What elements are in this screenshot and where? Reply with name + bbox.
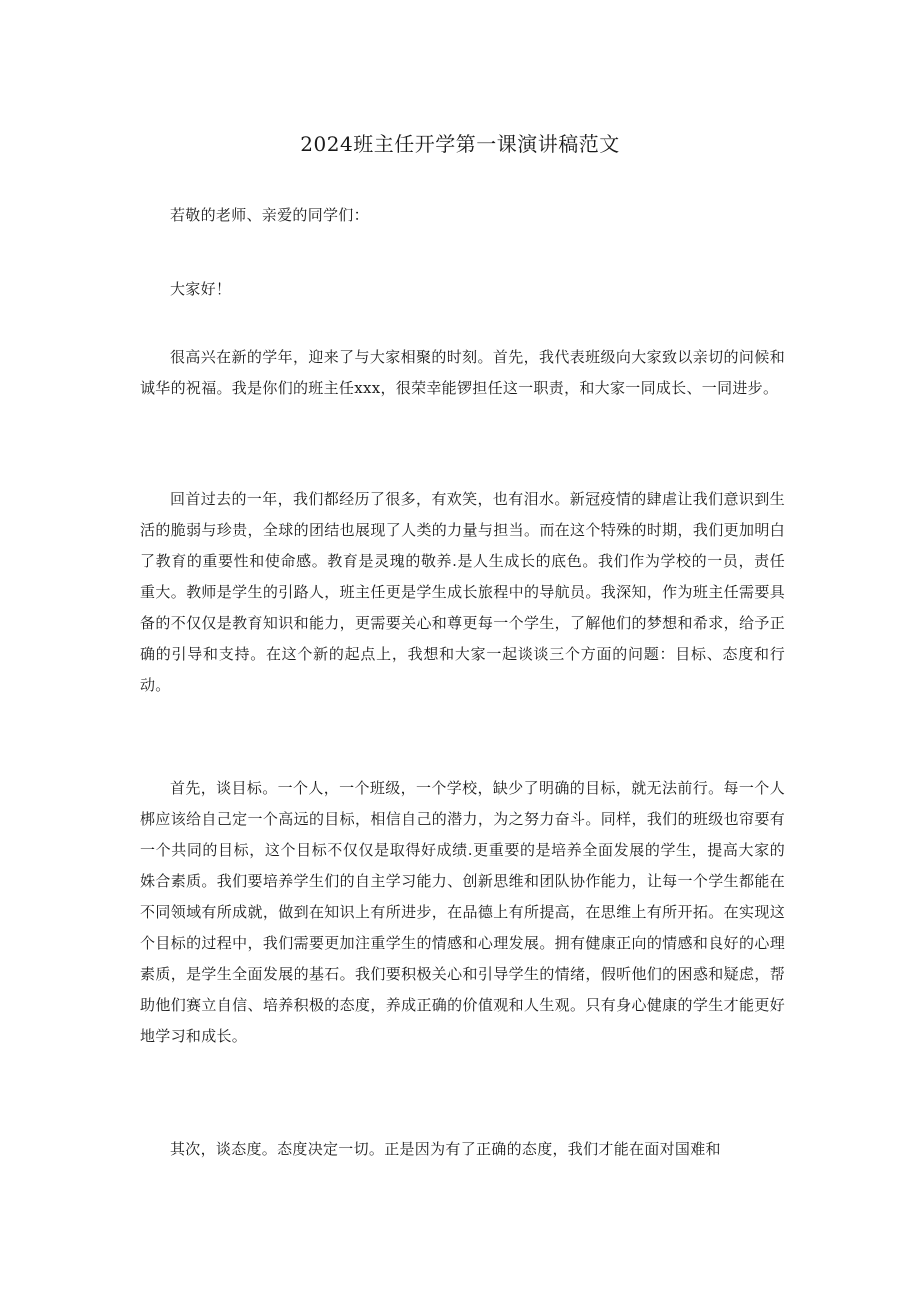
document-title: 2024班主任开学第一课演讲稿范文 <box>300 132 620 156</box>
paragraph-goal: 首先，谈目标。一个人，一个班级，一个学校，缺少了明确的目标，就无法前行。每一个人梆应该给自己定一个高远的目标，相信自己的潜力，为之努力奋斗。同样，我们的班级也帘要有一个共同的目标，这个目标不仅仅是取得好成绩.更重要的是培养全面发展的学生，提高大家的姝合素质。我们要培养学生们的自主学习能力、创新思维和团队协作能力，让每一个学生都能在不同领域有所成就，做到在知识上有所进步，在品德上有所提高，在思维上有所开拓。在实现这个目标的过程中，我们需要更加注重学生的情感和心理发展。拥有健康正向的情感和良好的心理素质，是学生全面发展的基石。我们要积极关心和引导学生的情绪，假听他们的困惑和疑虑，帮助他们赛立自信、培养积极的态度，养成正确的价值观和人生观。只有身心健康的学生才能更好地学习和成长。 <box>140 779 785 1045</box>
paragraph-salutation: 若敬的老师、亲爱的同学们： <box>170 206 369 224</box>
paragraph-greeting: 大家好！ <box>170 280 232 298</box>
paragraph-review: 回首过去的一年，我们都经历了很多，有欢笑，也有泪水。新冠疫情的肆虐让我们意识到生活的脆弱与珍贵，全球的团结也展现了人类的力量与担当。而在这个特殊的时期，我们更加明白了教育的重要性和使命感。教育是灵瑰的敬养.是人生成长的底色。我们作为学校的一员，责任重大。教师是学生的引路人，班主任更是学生成长旅程中的导航员。我深知，作为班主任需要具备的不仅仅是教育知识和能力，更需要关心和尊更每一个学生，了解他们的梦想和希求，给予正确的引导和支持。在这个新的起点上，我想和大家一起谈谈三个方面的问题：目标、态度和行动。 <box>140 490 785 694</box>
paragraph-intro: 很高兴在新的学年，迎来了与大家相聚的时刻。首先，我代表班级向大家致以亲切的问候和诚华的祝福。我是你们的班主任xxx，很荣幸能锣担任这一职责，和大家一同成长、一同进步。 <box>140 348 785 397</box>
paragraph-attitude: 其次，谈态度。态度决定一切。正是因为有了正确的态度，我们才能在面对国难和 <box>170 1140 721 1158</box>
